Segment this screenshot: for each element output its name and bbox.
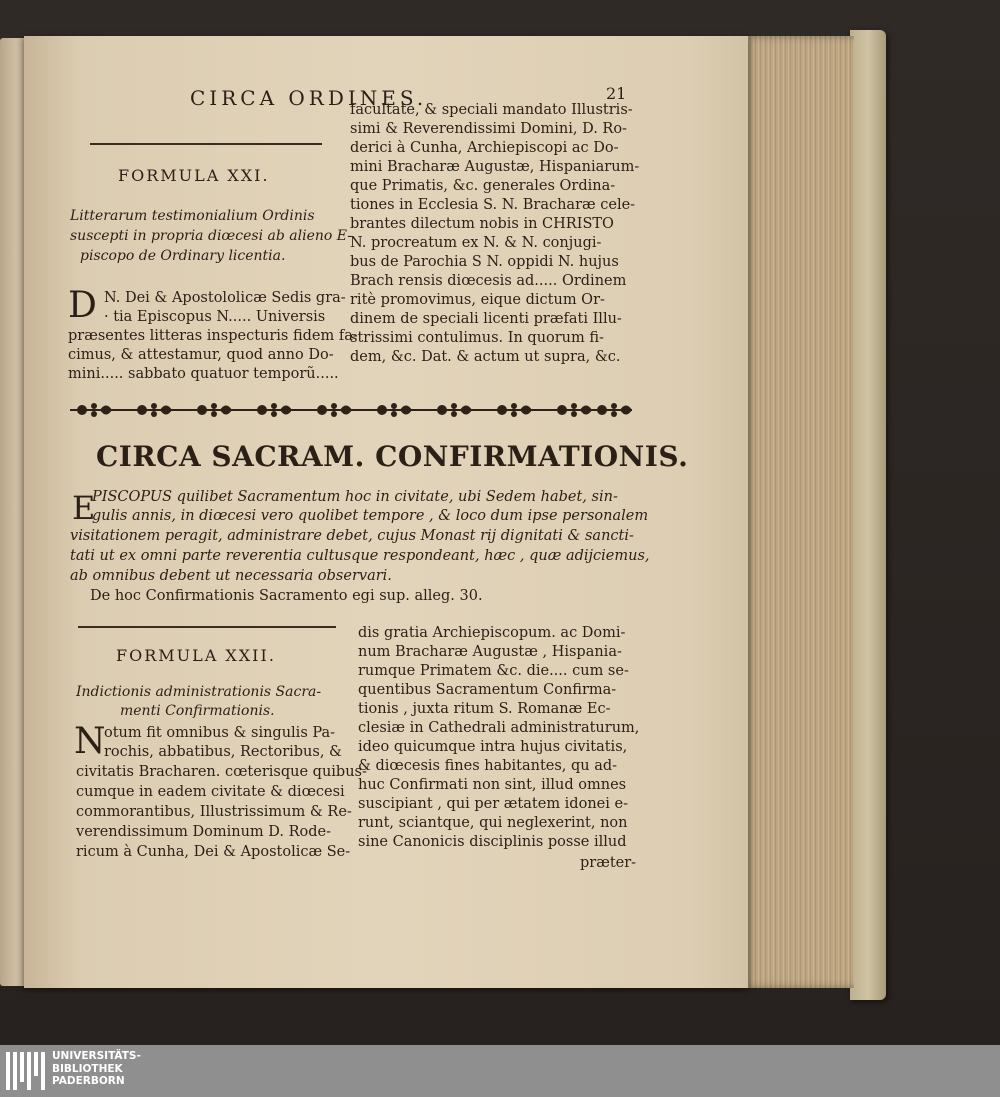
text-line: rochis, abbatibus, Rectoribus, & — [104, 744, 342, 760]
text-line: runt, sciantque, qui neglexerint, non — [358, 815, 628, 831]
text-line: ricum à Cunha, Dei & Apostolicæ Se- — [76, 844, 351, 860]
section-heading: CIRCA SACRAM. CONFIRMATIONIS. — [96, 440, 689, 473]
text-line: civitatis Bracharen. cœterisque quibus- — [76, 764, 367, 780]
text-line: N. procreatum ex N. & N. conjugi- — [350, 235, 602, 251]
formula-21-title: FORMULA XXI. — [118, 166, 270, 185]
text-line: · tia Episcopus N..... Universis — [104, 309, 326, 325]
text-line: tionis , juxta ritum S. Romanæ Ec- — [358, 701, 611, 717]
formula-21-subtitle-line: Litterarum testimonialium Ordinis — [70, 208, 315, 224]
text-line: num Bracharæ Augustæ , Hispania- — [358, 644, 622, 660]
text-line: clesiæ in Cathedrali administraturum, — [358, 720, 640, 736]
dropcap: E — [72, 489, 96, 527]
text-line: & diœcesis fines habitantes, qu ad- — [358, 758, 618, 774]
text-line: ritè promovimus, eique dictum Or- — [350, 292, 605, 308]
intro-line: ab omnibus debent ut necessaria observari. — [70, 568, 392, 584]
library-name-line: PADERBORN — [52, 1075, 125, 1087]
text-line: rumque Primatem &c. die.... cum se- — [358, 663, 629, 679]
text-line: ideo quicumque intra hujus civitatis, — [358, 739, 628, 755]
facing-page-edge — [0, 38, 26, 986]
dropcap: N — [74, 721, 106, 762]
text-line: præsentes litteras inspecturis fidem fa- — [68, 328, 358, 344]
section-note: De hoc Confirmationis Sacramento egi sup. alleg. 30. — [90, 588, 483, 604]
text-line: que Primatis, &c. generales Ordina- — [350, 178, 616, 194]
rule-divider — [78, 626, 336, 628]
text-line: brantes dilectum nobis in CHRISTO — [350, 216, 614, 232]
library-name-line: BIBLIOTHEK — [52, 1062, 123, 1075]
text-line: commorantibus, Illustrissimum & Re- — [76, 804, 352, 820]
running-title: CIRCA ORDINES. — [190, 86, 428, 110]
catchword: præter- — [580, 855, 637, 871]
text-line: huc Confirmati non sint, illud omnes — [358, 777, 627, 793]
text-line: cimus, & attestamur, quod anno Do- — [68, 347, 334, 363]
intro-line: PISCOPUS quilibet Sacramentum hoc in civitate, ubi Sedem habet, sin- — [92, 489, 618, 505]
formula-22-subtitle-line: Indictionis administrationis Sacra- — [76, 684, 322, 700]
text-line: mini..... sabbato quatuor temporũ..... — [68, 366, 339, 382]
text-line: mini Bracharæ Augustæ, Hispaniarum- — [350, 159, 640, 175]
formula-21-subtitle-line: piscopo de Ordinary licentia. — [80, 248, 286, 264]
library-name — [52, 1050, 141, 1088]
text-line: tiones in Ecclesia S. N. Bracharæ cele- — [350, 197, 636, 213]
intro-line: tati ut ex omni parte reverentia cultusque respondeant, hæc , quæ adijciemus, — [70, 548, 650, 564]
text-line: dinem de speciali licenti præfati Illu- — [350, 311, 622, 327]
text-line: dis gratia Archiepiscopum. ac Domi- — [358, 625, 626, 641]
text-line: verendissimum Dominum D. Rode- — [76, 824, 332, 840]
formula-22-subtitle-line: menti Confirmationis. — [120, 703, 275, 719]
text-line: N. Dei & Apostololicæ Sedis gra- — [104, 290, 346, 306]
intro-line: visitationem peragit, administrare debet, cujus Monast rij dignitati & sancti- — [70, 528, 634, 544]
rule-divider — [90, 143, 322, 145]
ornamental-band — [70, 398, 632, 422]
text-line: cumque in eadem civitate & diœcesi — [76, 784, 345, 800]
library-footer — [0, 1045, 1000, 1097]
page-fore-edge — [742, 36, 854, 988]
text-line: sine Canonicis disciplinis posse illud — [358, 834, 627, 850]
text-line: Brach rensis diœcesis ad..... Ordinem — [350, 273, 627, 289]
text-line: dem, &c. Dat. & actum ut supra, &c. — [350, 349, 621, 365]
text-line: simi & Reverendissimi Domini, D. Ro- — [350, 121, 627, 137]
page-number: 21 — [606, 84, 627, 103]
text-line: derici à Cunha, Archiepiscopi ac Do- — [350, 140, 619, 156]
text-line: bus de Parochia S N. oppidi N. hujus — [350, 254, 619, 270]
formula-21-subtitle-line: suscepti in propria diœcesi ab alieno E- — [70, 228, 352, 244]
text-line: strissimi contulimus. In quorum fi- — [350, 330, 604, 346]
formula-22-title: FORMULA XXII. — [116, 646, 276, 665]
intro-line: gulis annis, in diœcesi vero quolibet tempore , & loco dum ipse personalem — [92, 508, 649, 524]
library-name-line: UNIVERSITÄTS- — [52, 1050, 141, 1062]
text-line: otum fit omnibus & singulis Pa- — [104, 725, 336, 741]
dropcap: D — [68, 285, 97, 326]
text-line: quentibus Sacramentum Confirma- — [358, 682, 617, 698]
text-line: suscipiant , qui per ætatem idonei e- — [358, 796, 628, 812]
library-logo-icon — [6, 1052, 46, 1090]
book-cover-edge — [850, 30, 886, 1000]
text-line: facultate, & speciali mandato Illustris- — [350, 102, 633, 118]
